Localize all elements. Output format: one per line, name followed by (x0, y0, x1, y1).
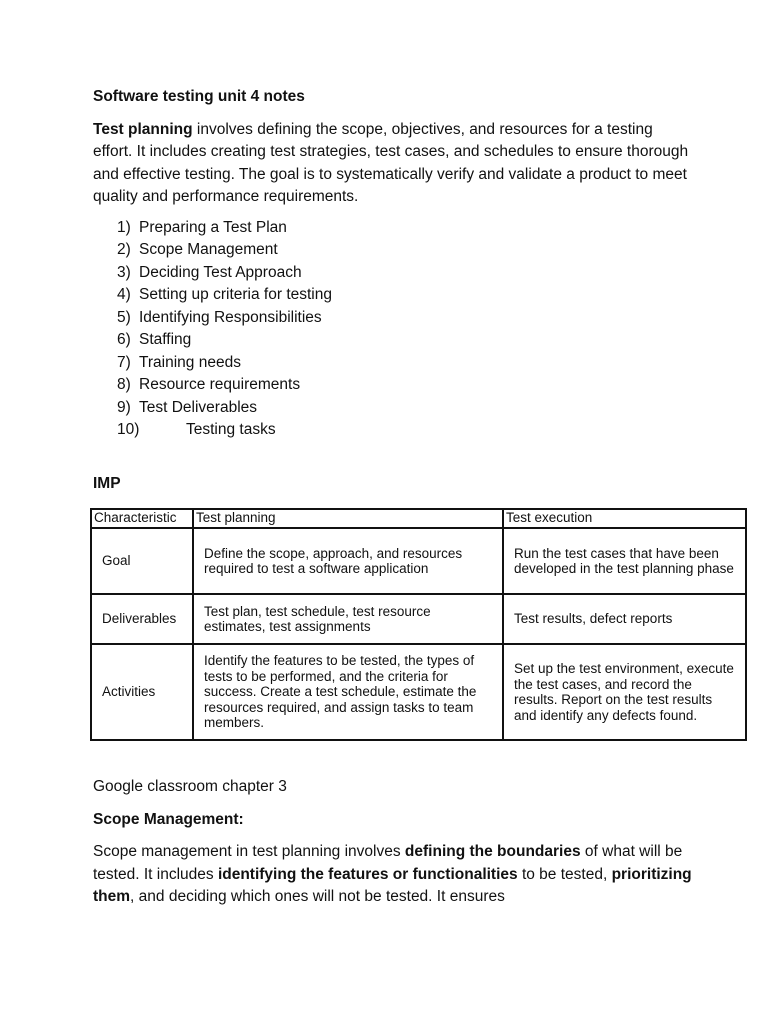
scope-text: to be tested, (517, 865, 612, 883)
list-item (117, 284, 693, 307)
list-number: 7) (117, 353, 131, 371)
list-label: Test Deliverables (139, 398, 258, 416)
list-item (117, 217, 693, 240)
table-row (91, 528, 746, 594)
list-item (117, 419, 693, 442)
list-number: 8) (117, 376, 131, 393)
scope-text: of what will be tested. It includes (93, 843, 683, 883)
intro-text: involves defining the scope, objectives, and resources for a testing effort. It includes creating test strategies, test cases, and schedules to ensure thorough and effective testing. The goal is to systematically verify and validate a product to meet quality and performance requirements. (93, 120, 689, 205)
header-characteristic: Characteristic (91, 509, 193, 528)
table-row (91, 644, 746, 740)
scope-heading (93, 809, 693, 832)
test-planning-steps-list (93, 217, 693, 442)
list-item (117, 239, 693, 262)
list-label: Training needs (139, 353, 241, 371)
imp-heading: IMP (93, 475, 121, 492)
comparison-table (90, 508, 747, 741)
scope-heading-text: Scope Management: (93, 810, 244, 828)
list-label: Testing tasks (186, 421, 276, 438)
list-number: 9) (117, 398, 131, 416)
header-test-planning: Test planning (193, 509, 503, 528)
cell-characteristic: Goal (91, 528, 193, 594)
list-number: 2) (117, 241, 131, 258)
table-header-row (91, 509, 746, 528)
intro-term: Test planning (93, 120, 193, 138)
list-number: 3) (117, 263, 131, 281)
cell-execution: Test results, defect reports (503, 594, 746, 644)
scope-text: Scope management in test planning involves (93, 843, 405, 860)
intro-paragraph (93, 119, 693, 209)
scope-bold: prioritizing them (93, 865, 692, 905)
classroom-note: Google classroom chapter 3 (93, 778, 287, 795)
scope-text: , and deciding which ones will not be tested. It ensures (130, 888, 505, 905)
table-row (91, 594, 746, 644)
list-label: Deciding Test Approach (139, 263, 302, 281)
list-number: 10) (117, 421, 140, 438)
scope-paragraph (93, 841, 693, 909)
cell-characteristic: Deliverables (91, 594, 193, 644)
list-item (117, 262, 693, 285)
cell-planning: Define the scope, approach, and resources required to test a software application (193, 528, 503, 594)
list-label: Scope Management (139, 241, 278, 258)
document-title: Software testing unit 4 notes (93, 88, 305, 105)
list-number: 1) (117, 218, 131, 236)
list-item (117, 374, 693, 397)
header-test-execution: Test execution (503, 509, 746, 528)
list-number: 5) (117, 308, 131, 326)
cell-planning: Identify the features to be tested, the types of tests to be performed, and the criteria for success. Create a test schedule, estimate the resources required, and assign tasks to team members. (193, 644, 503, 740)
document-body (93, 86, 693, 442)
scope-bold: defining the boundaries (404, 843, 581, 860)
scope-section (93, 776, 693, 919)
list-label: Setting up criteria for testing (139, 286, 332, 303)
list-label: Identifying Responsibilities (139, 308, 322, 326)
cell-execution: Run the test cases that have been developed in the test planning phase (503, 528, 746, 594)
cell-characteristic: Activities (91, 644, 193, 740)
list-label: Staffing (139, 331, 192, 348)
list-item (117, 352, 693, 375)
list-number: 4) (117, 286, 131, 303)
cell-execution: Set up the test environment, execute the test cases, and record the results. Report on the test results and identify any defects found. (503, 644, 746, 740)
cell-planning: Test plan, test schedule, test resource estimates, test assignments (193, 594, 503, 644)
list-label: Resource requirements (139, 376, 301, 393)
list-item (117, 397, 693, 420)
list-label: Preparing a Test Plan (139, 218, 287, 236)
list-item (117, 329, 693, 352)
list-item (117, 307, 693, 330)
list-number: 6) (117, 331, 131, 348)
scope-bold: identifying the features or functionalities (217, 865, 518, 883)
